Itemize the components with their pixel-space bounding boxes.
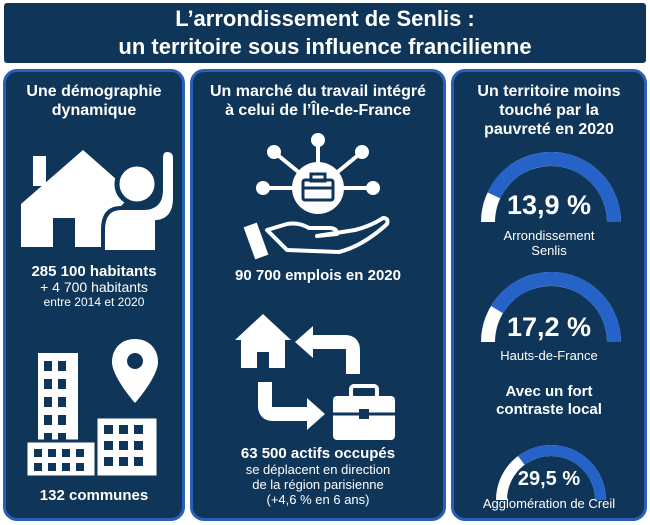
gauge-label-line1: Hauts-de-France	[500, 348, 598, 363]
panel-travail	[190, 69, 446, 521]
page-title-line1: L’arrondissement de Senlis :	[175, 6, 475, 31]
pauvrete-title-line1: Un territoire moins	[477, 83, 621, 100]
pauvrete-title-line3: pauvreté en 2020	[484, 121, 614, 138]
travail-title-line2: à celui de l’Île-de-France	[225, 102, 411, 119]
actifs-detail-line1: se déplacent en direction	[245, 462, 391, 477]
travail-title-line1: Un marché du travail intégré	[209, 83, 427, 100]
habitants-period: entre 2014 et 2020	[43, 295, 145, 309]
actifs-value: 63 500 actifs occupés	[240, 445, 396, 462]
gauge-label-line1: Agglomération de Creil	[482, 496, 616, 511]
communes-count: 132 communes	[39, 487, 149, 504]
city-location-icon	[26, 337, 168, 477]
page-title-line2: un territoire sous influence francilienne	[118, 34, 532, 59]
gauge-value: 13,9 %	[506, 190, 592, 220]
habitants-increase: + 4 700 habitants	[40, 279, 148, 295]
gauge-value: 17,2 %	[506, 312, 592, 342]
panel-demographie	[3, 69, 185, 521]
demographie-title-line1: Une démographie	[26, 83, 162, 100]
gauge-value: 29,5 %	[517, 468, 581, 490]
contrast-title-line1: Avec un fort	[505, 383, 593, 400]
network-briefcase-hand-icon	[243, 130, 393, 260]
commute-arrows-icon	[233, 310, 408, 445]
house-person-icon	[15, 142, 177, 252]
demographie-title-line2: dynamique	[51, 102, 137, 119]
habitants-value: 285 100 habitants	[31, 263, 157, 280]
emplois-value: 90 700 emplois en 2020	[235, 267, 401, 284]
contrast-title-line2: contraste local	[496, 401, 602, 418]
panel-pauvrete	[451, 69, 647, 521]
actifs-detail-line2: de la région parisienne	[252, 477, 384, 492]
header-banner	[4, 3, 646, 63]
gauge-label-line1: Arrondissement	[503, 228, 595, 243]
pauvrete-title-line2: touché par la	[499, 102, 599, 119]
gauge-label-line2: Senlis	[531, 243, 567, 258]
actifs-detail-line3: (+4,6 % en 6 ans)	[266, 492, 370, 507]
